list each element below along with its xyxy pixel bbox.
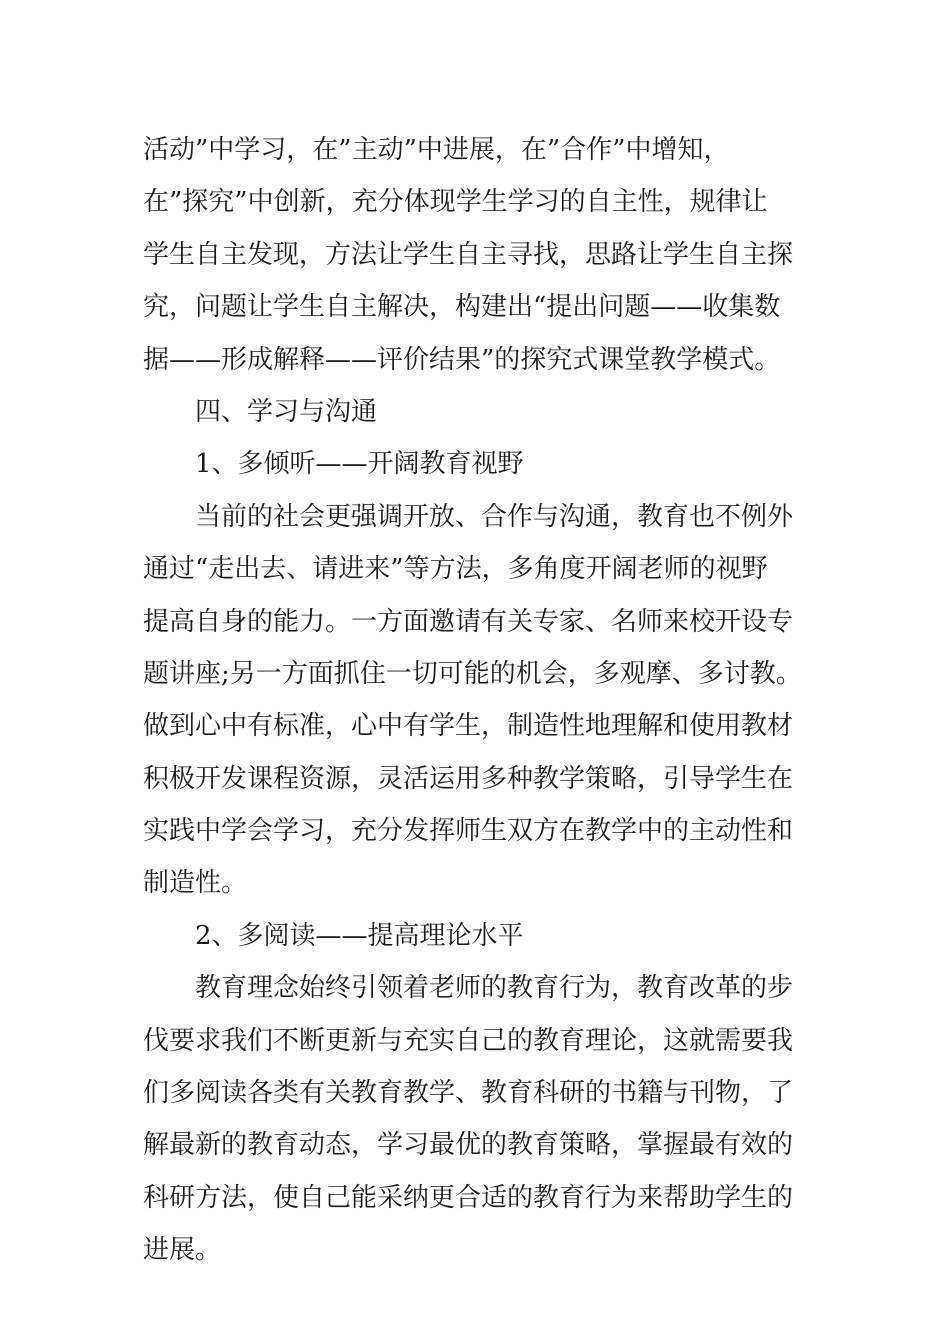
paragraph-line: 通过“走出去、请进来”等方法，多角度开阔老师的视野	[143, 554, 768, 585]
subsection-heading: 1、多倾听——开阔教育视野	[195, 449, 524, 480]
paragraph-line: 伐要求我们不断更新与充实自己的教育理论，这就需要我	[143, 1025, 794, 1056]
paragraph-line: 教育理念始终引领着老师的教育行为，教育改革的步	[195, 973, 794, 1004]
document-body	[143, 124, 813, 1277]
paragraph-line: 当前的社会更强调开放、合作与沟通，教育也不例外	[195, 501, 794, 532]
paragraph-line: 做到心中有标准，心中有学生，制造性地理解和使用教材	[143, 711, 794, 742]
paragraph-line: 在”探究”中创新，充分体现学生学习的自主性，规律让	[143, 187, 768, 218]
paragraph-line: 活动”中学习，在”主动”中进展，在”合作”中增知，	[143, 135, 730, 165]
paragraph-line: 们多阅读各类有关教育教学、教育科研的书籍与刊物，了	[143, 1078, 794, 1109]
paragraph-line: 提高自身的能力。一方面邀请有关专家、名师来校开设专	[143, 606, 794, 637]
paragraph-line: 解最新的教育动态，学习最优的教育策略，掌握最有效的	[143, 1130, 794, 1161]
paragraph-line: 制造性。	[143, 868, 248, 899]
paragraph-line: 究，问题让学生自主解决，构建出“提出问题——收集数	[143, 292, 781, 323]
paragraph-line: 题讲座;另一方面抓住一切可能的机会，多观摩、多讨教。	[143, 658, 802, 689]
paragraph-line: 据——形成解释——评价结果”的探究式课堂教学模式。	[143, 344, 781, 375]
subsection-heading: 2、多阅读——提高理论水平	[195, 920, 524, 951]
paragraph-line: 科研方法，使自己能采纳更合适的教育行为来帮助学生的	[143, 1182, 794, 1213]
paragraph-line: 积极开发课程资源，灵活运用多种教学策略，引导学生在	[143, 763, 794, 794]
paragraph-line: 实践中学会学习，充分发挥师生双方在教学中的主动性和	[143, 816, 794, 847]
paragraph-line: 学生自主发现，方法让学生自主寻找，思路让学生自主探	[143, 239, 794, 270]
section-heading: 四、学习与沟通	[195, 396, 378, 427]
paragraph-line: 进展。	[143, 1235, 222, 1266]
